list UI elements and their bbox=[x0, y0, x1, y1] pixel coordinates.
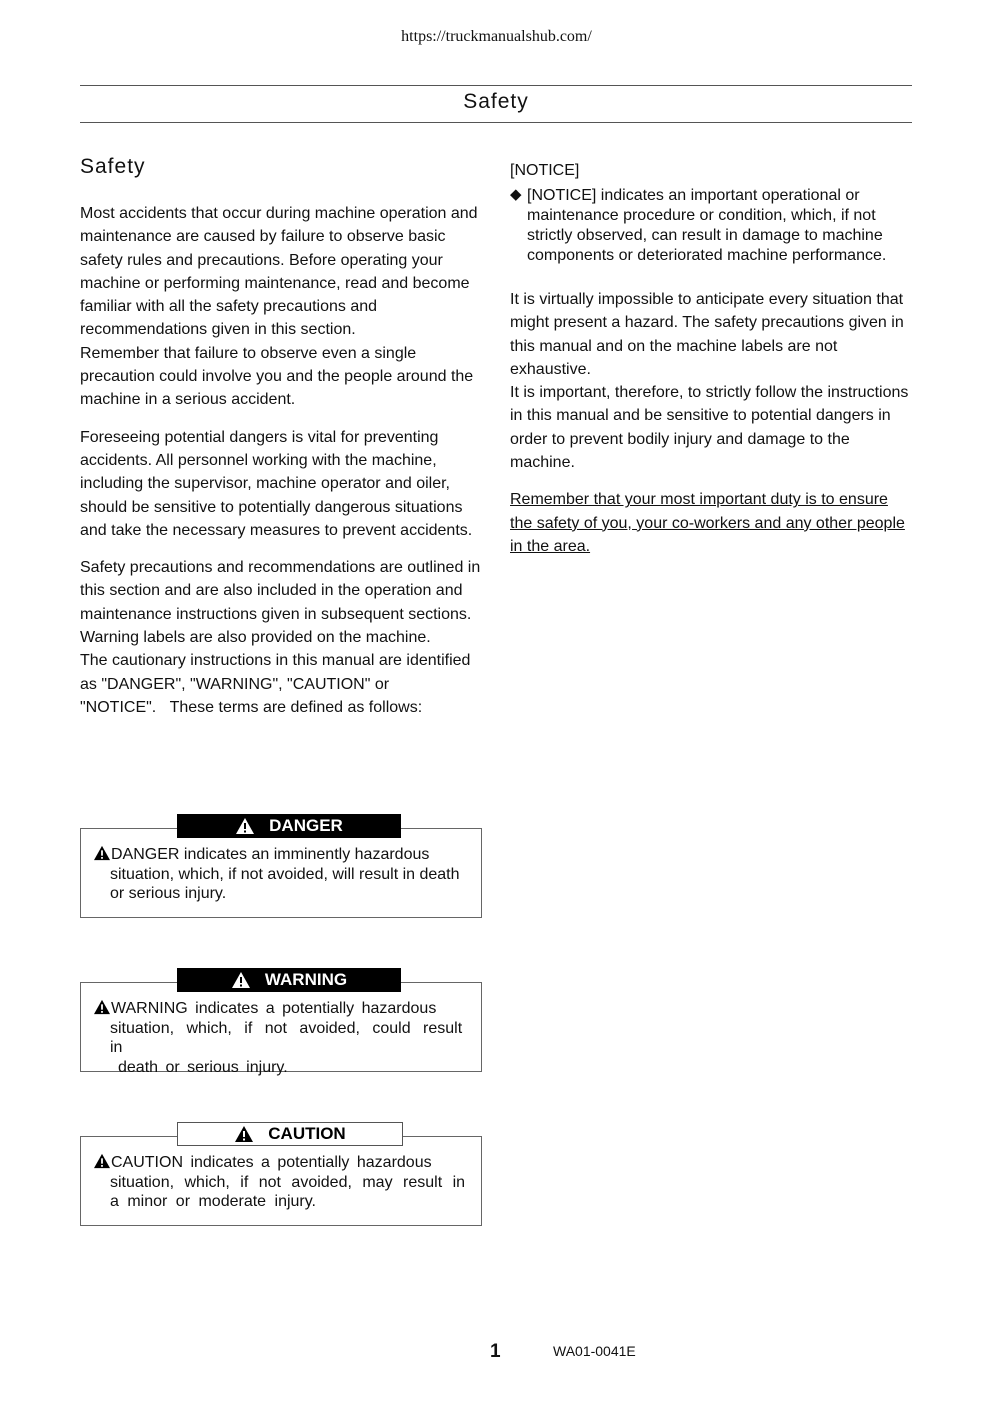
page-number: 1 bbox=[490, 1341, 501, 1362]
anticipation-paragraph: It is virtually impossible to anticipate every situation that might present a hazard. The safety precautions given in this manual and on the machine labels are not exhaustive. bbox=[510, 291, 904, 378]
warning-box bbox=[80, 970, 482, 1076]
notice-label: [NOTICE] bbox=[510, 162, 580, 179]
caution-box bbox=[80, 1124, 482, 1226]
right-column bbox=[510, 160, 910, 572]
diamond-bullet-icon: ◆ bbox=[510, 186, 522, 203]
warning-triangle-icon bbox=[93, 845, 111, 861]
intro-paragraph-continued: Remember that failure to observe even a single precaution could involve you and the people around the machine in a serious accident. bbox=[80, 344, 474, 409]
danger-line-3: or serious injury. bbox=[110, 885, 227, 903]
duty-paragraph: Remember that your most important duty is to ensure the safety of you, your co-workers and any other people in the area. bbox=[510, 491, 905, 555]
warning-triangle-icon bbox=[93, 999, 111, 1015]
warning-line-1: WARNING indicates a potentially hazardous bbox=[111, 1000, 437, 1017]
warning-line-2: situation, which, if not avoided, could result in bbox=[110, 1019, 463, 1057]
caution-line-1: CAUTION indicates a potentially hazardous bbox=[111, 1154, 432, 1171]
foreseeing-paragraph: Foreseeing potential dangers is vital for preventing accidents. All personnel working with the machine, including the supervisor, machine operator and oiler, should be sensitive to potentially dangerous situations and take the necessary measures to prevent accidents. bbox=[80, 428, 473, 539]
caution-title: CAUTION bbox=[268, 1124, 346, 1143]
caution-text bbox=[93, 1153, 473, 1212]
intro-paragraph: Most accidents that occur during machine operation and maintenance are caused by failure to observe basic safety rules and precautions. Before operating your machine or performing maintenance, read and become familiar with all the safety precautions and recommendations given in this section. bbox=[80, 205, 478, 339]
notice-definition bbox=[510, 186, 910, 266]
warning-triangle-icon bbox=[235, 817, 255, 835]
warning-line-3: death or serious injury. bbox=[118, 1058, 288, 1076]
warning-text bbox=[93, 999, 473, 1077]
danger-line-1: DANGER indicates an imminently hazardous bbox=[111, 846, 430, 863]
danger-text bbox=[93, 845, 473, 904]
danger-title-bar bbox=[177, 814, 401, 838]
warning-triangle-icon bbox=[93, 1153, 111, 1169]
notice-text: [NOTICE] indicates an important operational or maintenance procedure or condition, which, if not strictly observed, can result in damage to machine components or deteriorated machine performance. bbox=[527, 187, 887, 264]
document-code: WA01-0041E bbox=[553, 1343, 636, 1359]
danger-line-2: situation, which, if not avoided, will result in death bbox=[110, 865, 460, 883]
section-title: Safety bbox=[463, 90, 529, 113]
left-column bbox=[80, 155, 482, 733]
danger-box bbox=[80, 816, 482, 918]
warning-title: WARNING bbox=[264, 970, 348, 989]
terms-paragraph: The cautionary instructions in this manual are identified as "DANGER", "WARNING", "CAUTION" or "NOTICE". These terms are defined as follows: bbox=[80, 652, 471, 716]
caution-line-2: situation, which, if not avoided, may result in bbox=[110, 1173, 466, 1191]
page-heading: Safety bbox=[80, 155, 146, 178]
warning-triangle-icon bbox=[234, 1125, 254, 1143]
danger-title: DANGER bbox=[269, 816, 343, 835]
header-rule-top bbox=[80, 85, 912, 86]
follow-instructions-paragraph: It is important, therefore, to strictly follow the instructions in this manual and be sensitive to potential dangers in order to prevent bodily injury and damage to the machine. bbox=[510, 384, 909, 472]
caution-title-bar bbox=[177, 1122, 403, 1146]
source-url: https://truckmanualshub.com/ bbox=[401, 28, 592, 45]
caution-line-3: a minor or moderate injury. bbox=[110, 1193, 316, 1211]
warning-title-bar bbox=[177, 968, 401, 992]
warning-triangle-icon bbox=[231, 971, 251, 989]
precautions-paragraph: Safety precautions and recommendations are outlined in this section and are also included in the operation and maintenance instructions given in subsequent sections. Warning labels are also provided on the machine. bbox=[80, 559, 481, 647]
header-rule-bottom bbox=[80, 122, 912, 123]
